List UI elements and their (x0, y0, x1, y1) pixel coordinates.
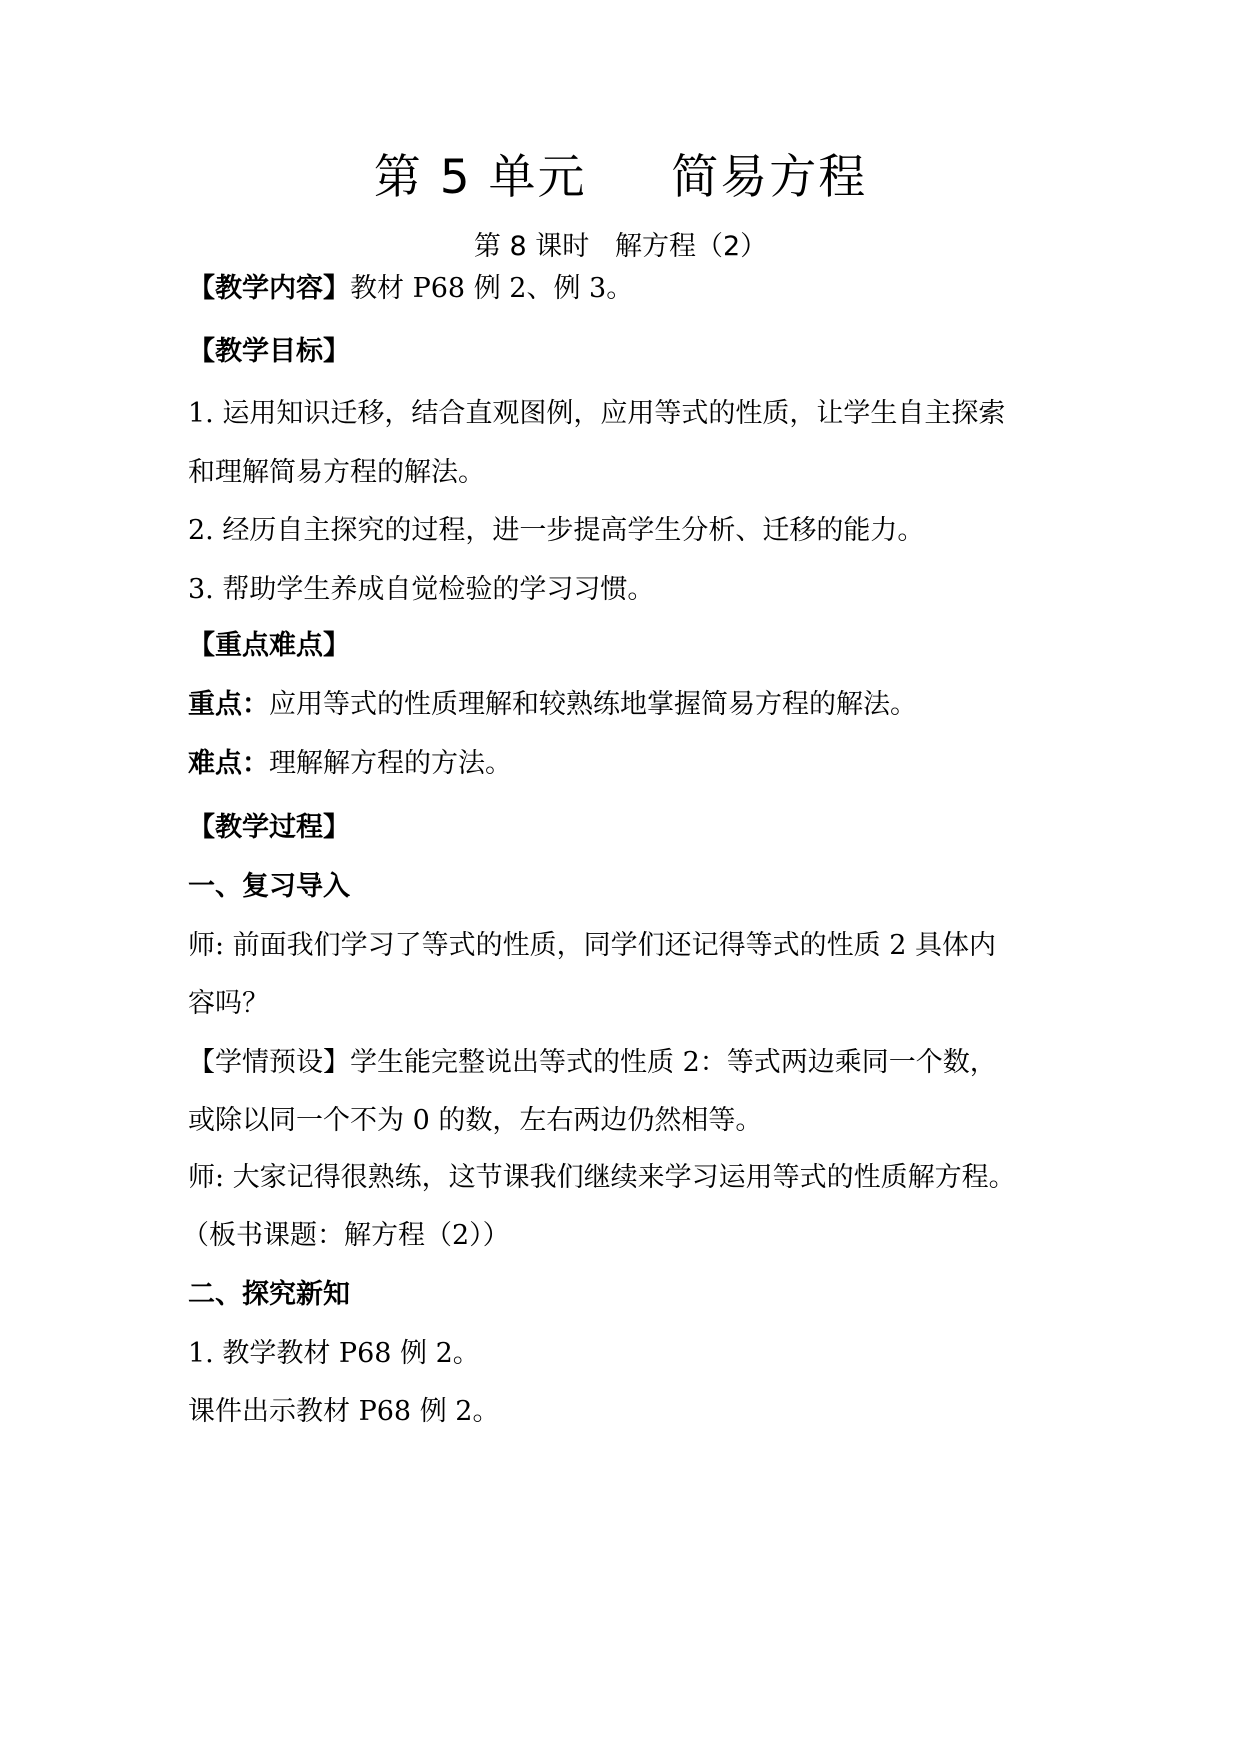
difficulty-line (188, 744, 1068, 784)
teaching-content-label: 【教学内容】 (188, 273, 350, 304)
section-2-heading: 二、探究新知 (188, 1279, 350, 1310)
item-1-note: 课件出示教材 P68 例 2。 (188, 1396, 500, 1427)
teaching-content-line (188, 269, 1068, 309)
keypoint-line (188, 685, 1068, 725)
lesson-subtitle: 第 8 课时 解方程（2） (473, 231, 768, 262)
teacher-line-1-cont: 容吗？ (188, 988, 269, 1019)
document-title: 第 5 单元 简易方程 (373, 150, 868, 205)
preset-line-1: 【学情预设】学生能完整说出等式的性质 2：等式两边乘同一个数， (188, 1047, 997, 1078)
objectives-heading: 【教学目标】 (188, 336, 350, 367)
item-1: 1. 教学教材 P68 例 2。 (188, 1338, 480, 1369)
teaching-content-text: 教材 P68 例 2、例 3。 (350, 273, 634, 304)
keypoint-text: 应用等式的性质理解和较熟练地掌握简易方程的解法。 (269, 689, 917, 720)
teacher-line-1: 师: 前面我们学习了等式的性质，同学们还记得等式的性质 2 具体内 (188, 930, 997, 961)
keypoints-heading: 【重点难点】 (188, 630, 350, 661)
difficulty-label: 难点： (188, 748, 269, 779)
keypoint-label: 重点： (188, 689, 269, 720)
objective-1-line-2: 和理解简易方程的解法。 (188, 457, 485, 488)
objective-1-line-1: 1. 运用知识迁移，结合直观图例，应用等式的性质，让学生自主探索 (188, 398, 1006, 429)
objective-2: 2. 经历自主探究的过程，进一步提高学生分析、迁移的能力。 (188, 515, 925, 546)
objective-3: 3. 帮助学生养成自觉检验的学习习惯。 (188, 574, 655, 605)
difficulty-text: 理解解方程的方法。 (269, 748, 512, 779)
process-heading: 【教学过程】 (188, 812, 350, 843)
preset-line-2: 或除以同一个不为 0 的数，左右两边仍然相等。 (188, 1105, 763, 1136)
teacher-line-2: 师: 大家记得很熟练，这节课我们继续来学习运用等式的性质解方程。 (188, 1162, 1016, 1193)
section-1-heading: 一、复习导入 (188, 871, 350, 902)
board-title: （板书课题：解方程（2）） (182, 1220, 510, 1251)
